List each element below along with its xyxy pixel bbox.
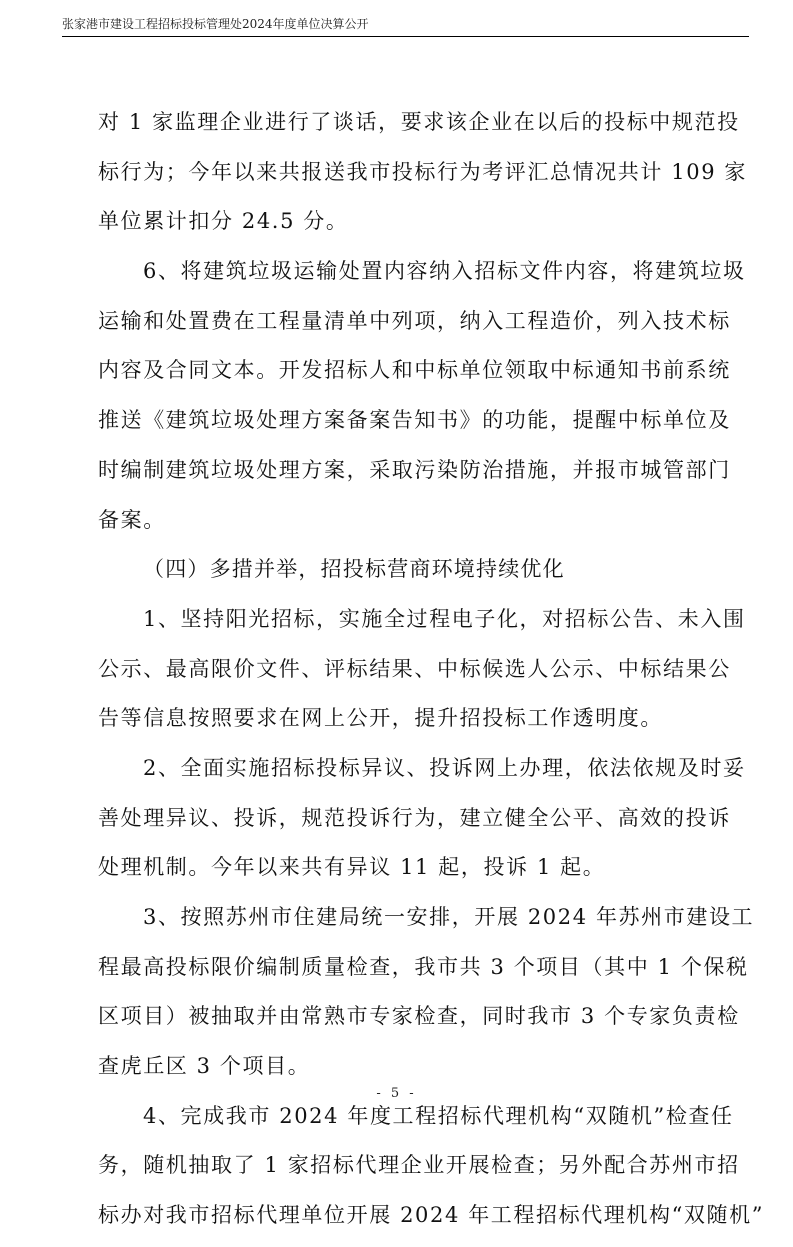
text-line: 1、坚持阳光招标，实施全过程电子化，对招标公告、未入围 <box>143 606 746 631</box>
text-line: 时编制建筑垃圾处理方案，采取污染防治措施，并报市城管部门 <box>98 457 731 482</box>
text-line: 公示、最高限价文件、评标结果、中标候选人公示、中标结果公 <box>98 656 731 681</box>
running-header <box>62 16 749 37</box>
text-line: 标行为；今年以来共报送我市投标行为考评汇总情况共计 109 家 <box>98 159 748 184</box>
text-line: 务，随机抽取了 1 家招标代理企业开展检查；另外配合苏州市招 <box>98 1153 740 1178</box>
text-line: 内容及合同文本。开发招标人和中标单位领取中标通知书前系统 <box>98 358 731 383</box>
section-heading: （四）多措并举，招投标营商环境持续优化 <box>143 557 565 582</box>
text-line: 4、完成我市 2024 年度工程招标代理机构“双随机”检查任 <box>143 1103 734 1128</box>
text-line: 推送《建筑垃圾处理方案备案告知书》的功能，提醒中标单位及 <box>98 408 731 433</box>
text-line: 3、按照苏州市住建局统一安排，开展 2024 年苏州市建设工 <box>143 905 755 929</box>
text-line: 善处理异议、投诉，规范投诉行为，建立健全公平、高效的投诉 <box>98 805 731 830</box>
text-line: 区项目）被抽取并由常熟市专家检查，同时我市 3 个专家负责检 <box>98 1004 740 1029</box>
text-line: 对 1 家监理企业进行了谈话，要求该企业在以后的投标中规范投 <box>98 110 740 134</box>
text-line: 单位累计扣分 24.5 分。 <box>98 209 349 234</box>
text-line: 备案。 <box>98 507 166 532</box>
text-line: 标办对我市招标代理单位开展 2024 年工程招标代理机构“双随机” <box>98 1203 765 1228</box>
text-line: 6、将建筑垃圾运输处置内容纳入招标文件内容，将建筑垃圾 <box>143 259 746 284</box>
page-number: - 5 - <box>376 1086 417 1101</box>
text-line: 运输和处置费在工程量清单中列项，纳入工程造价，列入技术标 <box>98 308 731 333</box>
header-title: 张家港市建设工程招标投标管理处2024年度单位决算公开 <box>62 17 369 31</box>
text-line: 查虎丘区 3 个项目。 <box>98 1054 311 1079</box>
text-line: 告等信息按照要求在网上公开，提升招投标工作透明度。 <box>98 706 663 731</box>
text-line: 处理机制。今年以来共有异议 11 起，投诉 1 起。 <box>98 855 606 880</box>
text-line: 程最高投标限价编制质量检查，我市共 3 个项目（其中 1 个保税 <box>98 954 749 979</box>
text-line: 2、全面实施招标投标异议、投诉网上办理，依法依规及时妥 <box>143 755 746 780</box>
body-text <box>98 104 765 1247</box>
